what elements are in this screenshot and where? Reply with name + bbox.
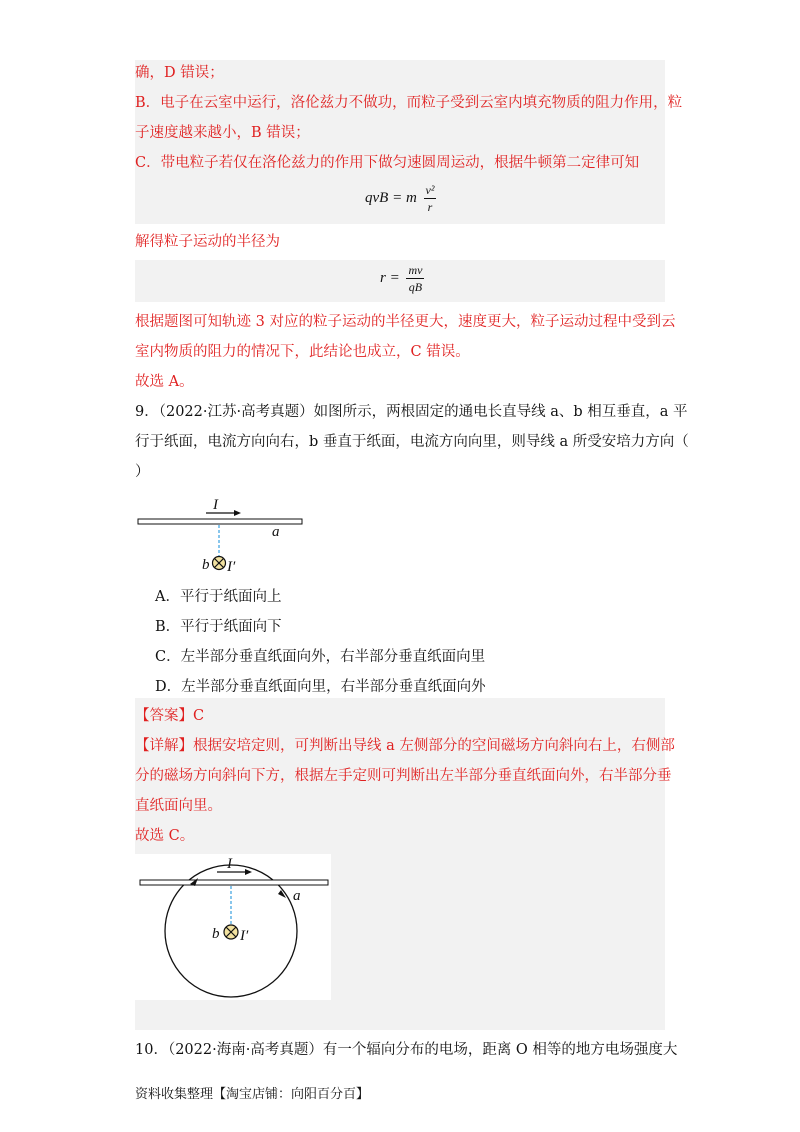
formula-radius-lhs: r = (380, 269, 400, 286)
formula-radius-denominator: qB (408, 280, 423, 294)
explanation-line-3: 子速度越来越小，B 错误； (135, 125, 310, 141)
question9-line-3: ） (135, 464, 150, 480)
detail-line-3: 直纸面向里。 (135, 798, 222, 814)
page-footer: 资料收集整理【淘宝店铺：向阳百分百】 (135, 1087, 370, 1102)
explanation-line-2: B．电子在云室中运行，洛伦兹力不做功，而粒子受到云室内填充物质的阻力作用，粒 (135, 95, 683, 111)
current-label: I (213, 497, 218, 513)
formula-newton-numerator: v² (425, 183, 435, 197)
option-d[interactable]: D．左半部分垂直纸面向里，右半部分垂直纸面向外 (155, 679, 486, 695)
formula-radius-fraction (406, 262, 424, 295)
formula-newton-denominator: r (427, 200, 433, 214)
question9-line-1: 9．（2022·江苏·高考真题）如图所示，两根固定的通电长直导线 a、b 相互垂直，a 平 (135, 404, 688, 420)
option-b[interactable]: B．平行于纸面向下 (155, 619, 282, 635)
answer-figure (135, 854, 331, 1000)
wire-a-label: a (272, 524, 280, 540)
detail-text-1: 根据安培定则，可判断出导线 a 左侧部分的空间磁场方向斜向右上，右侧部 (193, 738, 675, 754)
explanation-line-5: 解得粒子运动的半径为 (135, 234, 280, 250)
explanation-conclusion: 故选 A。 (135, 374, 194, 390)
wire-a (140, 880, 328, 885)
option-c[interactable]: C．左半部分垂直纸面向外，右半部分垂直纸面向里 (155, 649, 486, 665)
explanation-line-1: 确，D 错误； (135, 65, 224, 81)
explanation-line-4: C．带电粒子若仅在洛伦兹力的作用下做匀速圆周运动，根据牛顿第二定律可知 (135, 155, 640, 171)
current-arrow-head (234, 510, 241, 516)
question9-figure (130, 492, 310, 582)
current-label: I (227, 856, 232, 872)
formula-radius (380, 262, 424, 295)
answer-tag: 【答案】 (135, 708, 193, 724)
explanation-line-7: 室内物质的阻力的情况下，此结论也成立，C 错误。 (135, 344, 470, 360)
formula-newton-lhs: qvB = m (365, 189, 417, 206)
option-a[interactable]: A．平行于纸面向上 (155, 589, 282, 605)
formula-newton (365, 182, 436, 215)
question10-line-1: 10．（2022·海南·高考真题）有一个辐向分布的电场，距离 O 相等的地方电场强度大 (135, 1042, 678, 1058)
detail-line-1 (135, 736, 675, 756)
detail-conclusion: 故选 C。 (135, 828, 195, 844)
formula-newton-fraction (424, 182, 437, 215)
current-b-label: I′ (240, 928, 249, 944)
question9-line-2: 行于纸面，电流方向向右，b 垂直于纸面，电流方向向里，则导线 a 所受安培力方向（ (135, 434, 689, 450)
wire-b-label: b (202, 557, 210, 573)
wire-a-label: a (293, 888, 301, 904)
detail-line-2: 分的磁场方向斜向下方，根据左手定则可判断出左半部分垂直纸面向外，右半部分垂 (135, 768, 672, 784)
detail-tag: 【详解】 (135, 738, 193, 754)
answer-value: C (193, 708, 205, 724)
explanation-line-6: 根据题图可知轨迹 3 对应的粒子运动的半径更大，速度更大，粒子运动过程中受到云 (135, 314, 676, 330)
current-b-label: I′ (227, 559, 236, 575)
formula-radius-numerator: mv (408, 263, 423, 277)
wire-b-label: b (212, 926, 220, 942)
answer-line (135, 706, 204, 726)
